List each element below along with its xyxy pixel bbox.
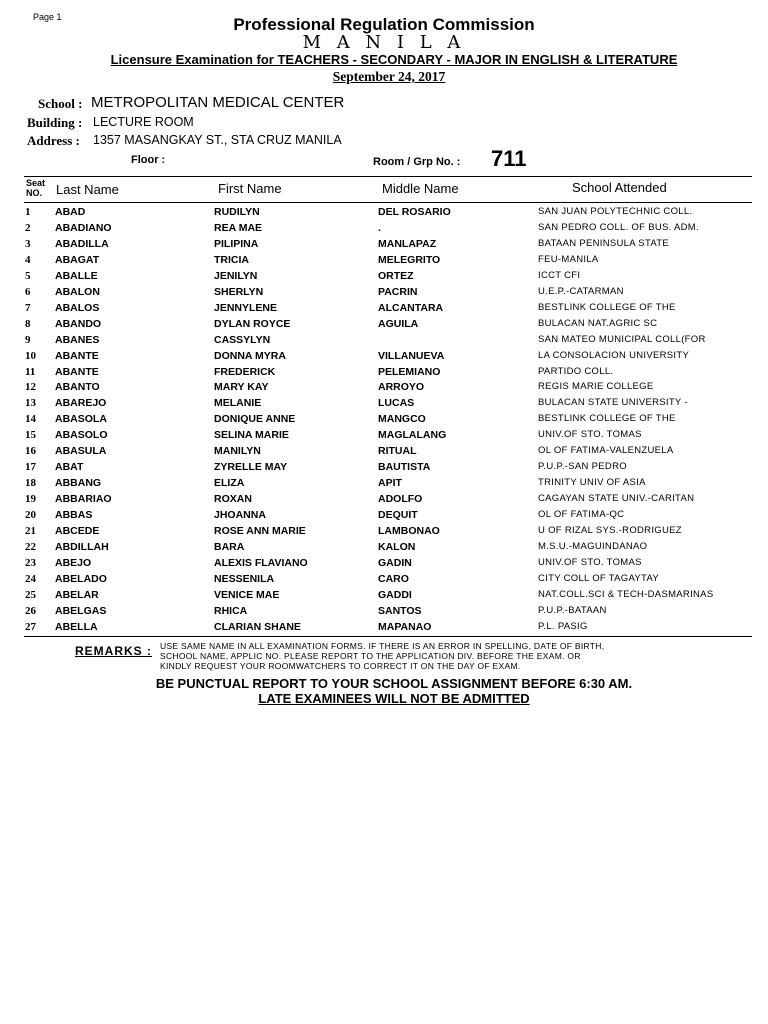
seat-number: 15 (25, 429, 36, 442)
last-name-cell: ABALOS (55, 301, 100, 314)
middle-name-cell: GADDI (378, 588, 412, 601)
middle-name-cell: LAMBONAO (378, 525, 440, 537)
table-row (0, 206, 768, 222)
middle-name-cell: KALON (378, 540, 416, 553)
address-label: Address : (27, 133, 80, 148)
school-cell: OL OF FATIMA-QC (538, 509, 625, 521)
seat-number: 19 (25, 493, 36, 506)
table-row (0, 621, 768, 637)
first-name-cell: TRICIA (214, 253, 249, 266)
table-row (0, 493, 768, 509)
first-name-cell: JHOANNA (214, 509, 266, 522)
last-name-cell: ABANTE (55, 349, 99, 362)
first-name-cell: VENICE MAE (214, 588, 280, 601)
table-row (0, 477, 768, 493)
middle-name-cell: CARO (378, 572, 409, 585)
school-cell: LA CONSOLACION UNIVERSITY (538, 349, 690, 361)
middle-name-cell: VILLANUEVA (378, 349, 445, 362)
first-name-cell: BARA (214, 540, 245, 553)
table-row (0, 509, 768, 525)
punctual-notice: BE PUNCTUAL REPORT TO YOUR SCHOOL ASSIGNMENT BEFORE 6:30 AM. (155, 676, 633, 691)
school-cell: P.U.P.-SAN PEDRO (538, 461, 627, 473)
table-row (0, 254, 768, 270)
table-row (0, 381, 768, 397)
middle-name-cell: MANLAPAZ (378, 237, 437, 250)
last-name-cell: ABELADO (55, 572, 107, 585)
table-row (0, 413, 768, 429)
school-label: School : (38, 96, 83, 111)
last-name-cell: ABAT (55, 461, 84, 474)
middle-name-cell: DEL ROSARIO (378, 206, 451, 218)
first-name-cell: DONIQUE ANNE (214, 413, 296, 426)
last-name-cell: ABAGAT (55, 253, 100, 266)
school-cell: ICCT CFI (538, 269, 581, 281)
middle-name-cell: LUCAS (378, 397, 415, 410)
middle-name-cell: PELEMIANO (378, 365, 441, 378)
middle-name-cell: . (378, 221, 381, 234)
table-row (0, 238, 768, 254)
page-label: Page 1 (33, 12, 62, 22)
exam-title: Licensure Examination for TEACHERS - SECONDARY - MAJOR IN ENGLISH & LITERATURE (110, 52, 678, 67)
table-row (0, 589, 768, 605)
seat-number: 27 (25, 620, 36, 633)
first-name-cell: SELINA MARIE (214, 429, 289, 442)
first-name-cell: DYLAN ROYCE (214, 317, 291, 330)
first-name-cell: JENNYLENE (214, 301, 278, 314)
school-value: METROPOLITAN MEDICAL CENTER (91, 94, 345, 111)
seat-number: 6 (25, 285, 31, 298)
school-cell: FEU-MANILA (538, 253, 599, 265)
last-name-cell: ABDILLAH (55, 540, 109, 553)
school-cell: SAN PEDRO COLL. OF BUS. ADM. (538, 221, 699, 233)
last-name-cell: ABBARIAO (55, 493, 112, 506)
table-row (0, 397, 768, 413)
school-cell: UNIV.OF STO. TOMAS (538, 556, 642, 568)
city-title: M A N I L A (302, 32, 466, 53)
last-name-cell: ABANTO (55, 381, 100, 394)
last-name-cell: ABELAR (55, 588, 99, 601)
school-cell: SAN JUAN POLYTECHNIC COLL. (538, 206, 693, 217)
last-name-cell: ABAD (55, 206, 86, 218)
school-cell: BESTLINK COLLEGE OF THE (538, 301, 676, 313)
last-name-cell: ABCEDE (55, 525, 100, 537)
first-name-cell: PILIPINA (214, 237, 259, 250)
school-cell: TRINITY UNIV OF ASIA (538, 477, 646, 489)
seat-number: 18 (25, 477, 36, 490)
first-name-cell: MARY KAY (214, 381, 269, 394)
first-name-cell: CASSYLYN (214, 333, 271, 346)
table-header-rule (24, 202, 752, 203)
seat-number: 5 (25, 269, 31, 282)
seat-number: 3 (25, 237, 31, 250)
middle-name-cell: BAUTISTA (378, 461, 431, 474)
first-name-cell: REA MAE (214, 221, 263, 234)
last-name-cell: ABASULA (55, 445, 107, 458)
first-name-cell: RHICA (214, 604, 248, 617)
table-row (0, 366, 768, 382)
school-cell: BATAAN PENINSULA STATE (538, 237, 670, 249)
table-row (0, 429, 768, 445)
school-cell: UNIV.OF STO. TOMAS (538, 429, 642, 441)
last-name-cell: ABEJO (55, 556, 92, 569)
middle-name-cell: MANGCO (378, 413, 426, 426)
seat-number: 25 (25, 588, 36, 601)
seat-number: 20 (25, 509, 36, 522)
seat-number: 9 (25, 333, 31, 346)
building-value: LECTURE ROOM (93, 115, 194, 129)
exam-date: September 24, 2017 (332, 69, 446, 84)
middle-name-cell: MAPANAO (378, 620, 432, 633)
remarks-line-1: USE SAME NAME IN ALL EXAMINATION FORMS. IF THERE IS AN ERROR IN SPELLING, DATE OF BIRTH, (160, 641, 605, 651)
school-cell: M.S.U.-MAGUINDANAO (538, 540, 648, 552)
table-row (0, 605, 768, 621)
first-name-cell: ROXAN (214, 493, 252, 506)
seat-number: 26 (25, 604, 36, 617)
late-notice: LATE EXAMINEES WILL NOT BE ADMITTED (258, 691, 530, 706)
last-name-cell: ABALON (55, 285, 100, 298)
table-row (0, 350, 768, 366)
last-name-cell: ABANDO (55, 317, 102, 330)
last-name-cell: ABBAS (55, 509, 93, 522)
middle-name-cell: MELEGRITO (378, 253, 441, 266)
school-cell: REGIS MARIE COLLEGE (538, 381, 654, 393)
remarks-line-2: SCHOOL NAME, APPLIC NO. PLEASE REPORT TO THE APPLICATION DIV. BEFORE THE EXAM. OR (160, 651, 581, 661)
first-name-cell: ELIZA (214, 477, 245, 490)
table-row (0, 541, 768, 557)
first-name-cell: NESSENILA (214, 572, 275, 585)
school-cell: BESTLINK COLLEGE OF THE (538, 413, 676, 425)
table-row (0, 557, 768, 573)
seat-header-line1: Seat (26, 178, 46, 188)
middle-name-cell: ADOLFO (378, 493, 423, 506)
table-row (0, 222, 768, 238)
table-row (0, 270, 768, 286)
table-row (0, 461, 768, 477)
last-name-cell: ABBANG (55, 477, 102, 490)
first-name-cell: ZYRELLE MAY (214, 461, 288, 474)
seat-number: 4 (25, 253, 31, 266)
middle-name-cell: ORTEZ (378, 269, 414, 282)
school-cell: CAGAYAN STATE UNIV.-CARITAN (538, 493, 695, 505)
school-cell: BULACAN NAT.AGRIC SC (538, 317, 658, 329)
school-cell: P.U.P.-BATAAN (538, 604, 607, 616)
remarks-text (160, 641, 670, 671)
first-name-cell: CLARIAN SHANE (214, 620, 301, 633)
middle-name-cell: MAGLALANG (378, 429, 447, 442)
floor-label: Floor : (131, 154, 166, 166)
last-name-cell: ABADILLA (55, 237, 109, 250)
seat-number: 2 (25, 221, 31, 234)
seat-number: 10 (25, 349, 36, 362)
table-row (0, 318, 768, 334)
first-name-cell: SHERLYN (214, 285, 264, 298)
room-label: Room / Grp No. : (373, 156, 461, 168)
building-label: Building : (27, 115, 83, 130)
table-row (0, 445, 768, 461)
first-name-cell: ALEXIS FLAVIANO (214, 556, 308, 569)
last-name-cell: ABASOLO (55, 429, 108, 442)
last-name-cell: ABASOLA (55, 413, 107, 426)
last-name-cell: ABADIANO (55, 221, 112, 234)
school-cell: NAT.COLL.SCI & TECH-DASMARINAS (538, 588, 714, 600)
last-name-header: Last Name (56, 182, 119, 197)
table-row (0, 573, 768, 589)
school-cell: U OF RIZAL SYS.-RODRIGUEZ (538, 525, 682, 536)
school-cell: U.E.P.-CATARMAN (538, 285, 624, 297)
table-row (0, 525, 768, 541)
school-cell: P.L. PASIG (538, 620, 588, 632)
school-attended-header: School Attended (572, 180, 667, 195)
last-name-cell: ABANES (55, 333, 100, 346)
school-cell: OL OF FATIMA-VALENZUELA (538, 445, 674, 457)
middle-name-cell: ALCANTARA (378, 301, 444, 314)
table-row (0, 286, 768, 302)
middle-name-cell: PACRIN (378, 285, 418, 298)
first-name-cell: DONNA MYRA (214, 349, 286, 362)
seat-number: 17 (25, 461, 36, 474)
seat-number: 12 (25, 381, 36, 394)
school-cell: SAN MATEO MUNICIPAL COLL(FOR (538, 333, 706, 345)
organization-title: Professional Regulation Commission (233, 15, 535, 34)
school-cell: PARTIDO COLL. (538, 365, 614, 377)
seat-number: 23 (25, 556, 36, 569)
last-name-cell: ABELLA (55, 620, 98, 633)
school-cell: BULACAN STATE UNIVERSITY - (538, 397, 688, 409)
middle-name-cell: ARROYO (378, 381, 425, 394)
remarks-line-3: KINDLY REQUEST YOUR ROOMWATCHERS TO CORRECT IT ON THE DAY OF EXAM. (160, 661, 521, 671)
seat-header-line2: NO. (26, 188, 43, 198)
first-name-cell: RUDILYN (214, 206, 260, 218)
seat-number: 7 (25, 301, 31, 314)
table-row (0, 334, 768, 350)
middle-name-cell: AGUILA (378, 317, 419, 330)
seat-no-header (26, 178, 45, 198)
seat-number: 8 (25, 317, 31, 330)
table-row (0, 302, 768, 318)
middle-name-cell: SANTOS (378, 604, 422, 617)
middle-name-cell: GADIN (378, 556, 412, 569)
first-name-cell: JENILYN (214, 269, 258, 282)
table-top-rule (24, 176, 752, 177)
seat-number: 1 (25, 206, 31, 218)
seat-number: 14 (25, 413, 36, 426)
address-value: 1357 MASANGKAY ST., STA CRUZ MANILA (93, 133, 342, 147)
first-name-cell: FREDERICK (214, 365, 276, 378)
school-cell: CITY COLL OF TAGAYTAY (538, 572, 660, 584)
last-name-cell: ABALLE (55, 269, 98, 282)
first-name-cell: ROSE ANN MARIE (214, 525, 306, 537)
seat-number: 21 (25, 525, 36, 537)
last-name-cell: ABELGAS (55, 604, 107, 617)
table-bottom-rule (24, 636, 752, 637)
last-name-cell: ABANTE (55, 365, 99, 378)
room-number: 711 (491, 146, 527, 171)
remarks-label: REMARKS : (75, 644, 152, 658)
middle-name-cell: RITUAL (378, 445, 417, 458)
middle-name-cell: APIT (378, 477, 402, 490)
first-name-cell: MELANIE (214, 397, 262, 410)
seat-number: 22 (25, 540, 36, 553)
seat-number: 16 (25, 445, 36, 458)
middle-name-cell: DEQUIT (378, 509, 418, 522)
middle-name-header: Middle Name (382, 181, 459, 196)
first-name-header: First Name (218, 181, 282, 196)
seat-number: 11 (25, 365, 36, 378)
seat-number: 24 (25, 572, 36, 585)
seat-number: 13 (25, 397, 36, 410)
last-name-cell: ABAREJO (55, 397, 107, 410)
first-name-cell: MANILYN (214, 445, 261, 458)
